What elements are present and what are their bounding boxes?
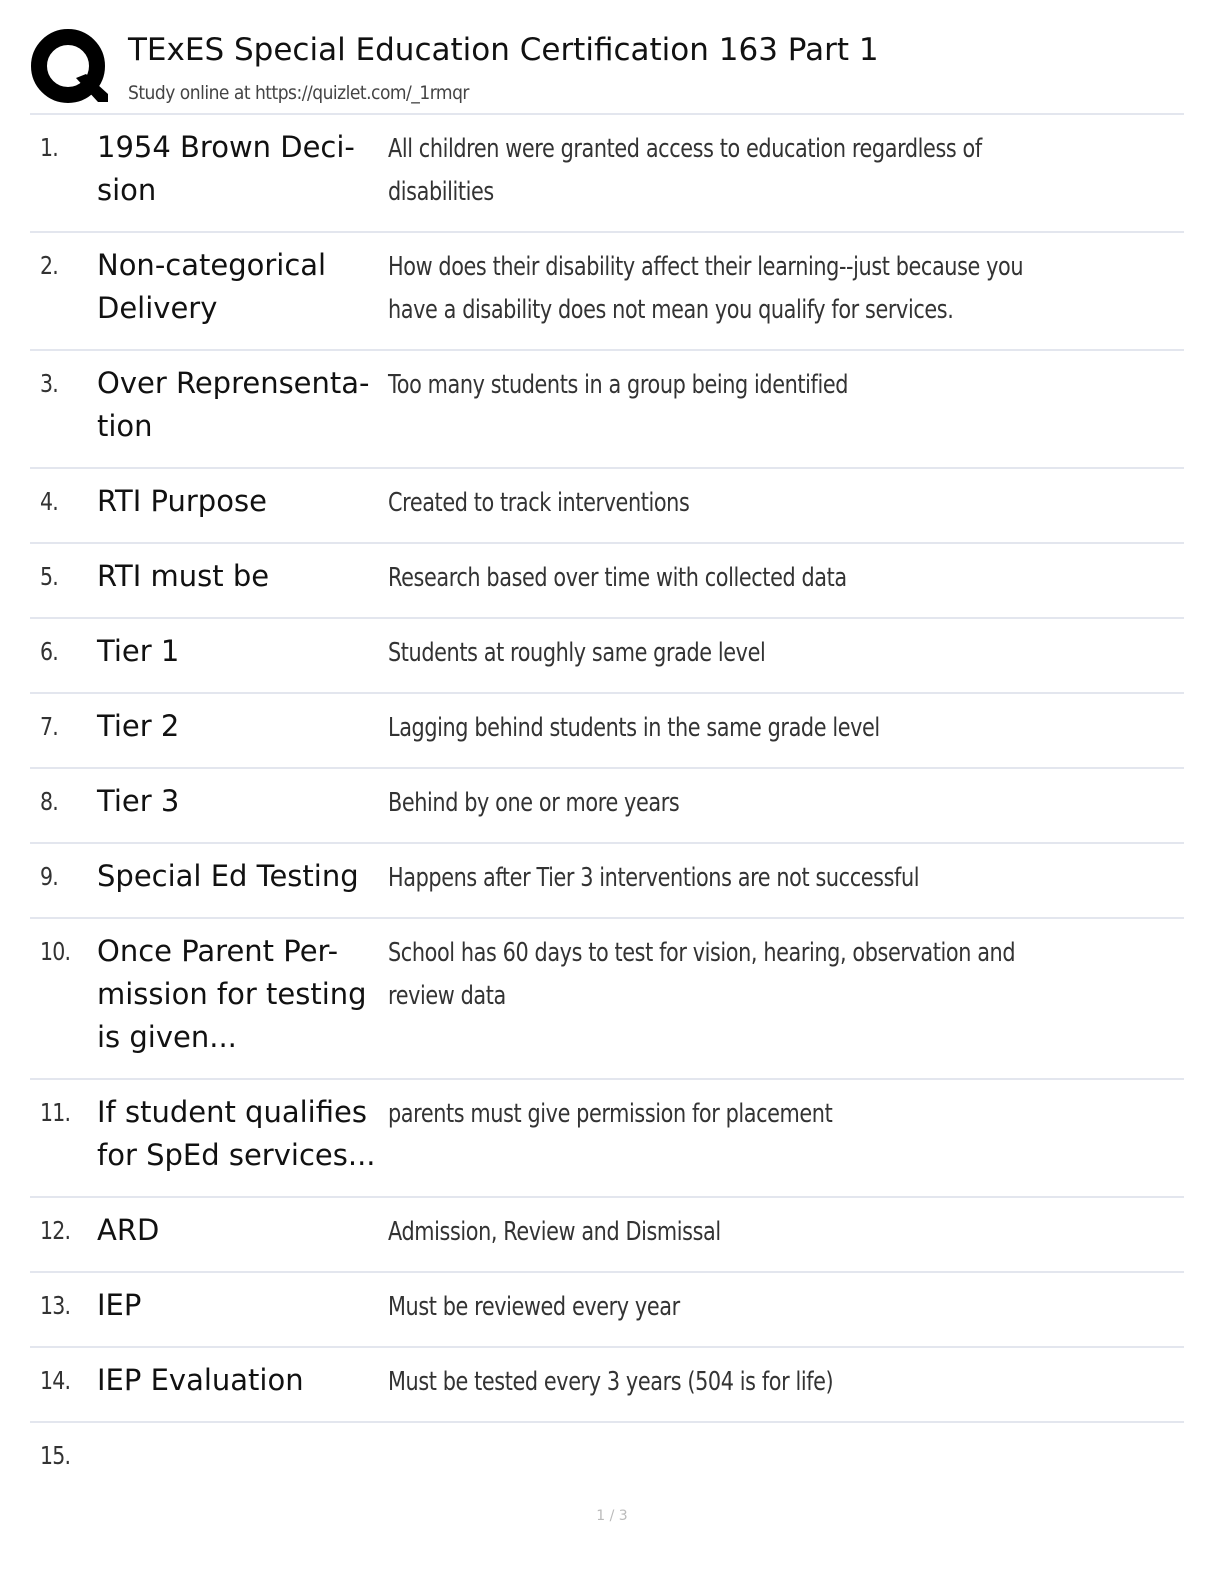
row-number: 5.	[40, 562, 58, 591]
term: ARD	[97, 1213, 160, 1247]
row-number: 14.	[40, 1366, 71, 1395]
term: Once Parent Per- mission for testing is given...	[97, 934, 367, 1054]
definition: Created to track interventions	[388, 488, 690, 518]
study-link[interactable]: Study online at https://quizlet.com/_1rmqr	[128, 82, 469, 104]
term: Tier 2	[97, 709, 180, 743]
term: If student qualifies for SpEd services...	[97, 1095, 376, 1172]
term: RTI Purpose	[97, 484, 267, 518]
term: Non-categorical Delivery	[97, 248, 327, 325]
row-number: 2.	[40, 251, 58, 280]
table-row	[30, 919, 1184, 1080]
term: RTI must be	[97, 559, 270, 593]
table-row	[30, 469, 1184, 544]
term: Special Ed Testing	[97, 859, 359, 893]
definition: Students at roughly same grade level	[388, 638, 766, 668]
row-number: 12.	[40, 1216, 71, 1245]
row-number: 1.	[40, 133, 58, 162]
row-number: 8.	[40, 787, 58, 816]
row-number: 4.	[40, 487, 58, 516]
table-row	[30, 544, 1184, 619]
table-row	[30, 844, 1184, 919]
table-row	[30, 1348, 1184, 1423]
definition: School has 60 days to test for vision, hearing, observation and review data	[388, 938, 1016, 1011]
table-row	[30, 233, 1184, 351]
term: IEP	[97, 1288, 142, 1322]
page-header	[30, 28, 1190, 112]
definition: Happens after Tier 3 interventions are not successful	[388, 863, 920, 893]
row-number: 3.	[40, 369, 58, 398]
definition: Must be reviewed every year	[388, 1292, 680, 1322]
row-number: 10.	[40, 937, 71, 966]
definition: Research based over time with collected data	[388, 563, 847, 593]
row-number: 15.	[40, 1441, 71, 1470]
row-number: 6.	[40, 637, 58, 666]
quizlet-logo-icon	[30, 28, 110, 108]
row-number: 11.	[40, 1098, 71, 1127]
definition: How does their disability affect their learning--just because you have a disability does not mean you qualify for services.	[388, 252, 1024, 325]
table-row	[30, 769, 1184, 844]
definition: Must be tested every 3 years (504 is for life)	[388, 1367, 834, 1397]
page-title: TExES Special Education Certification 163 Part 1	[128, 32, 879, 68]
definition: All children were granted access to education regardless of disabilities	[388, 134, 982, 207]
flashcard-table	[30, 113, 1184, 1498]
term: IEP Evaluation	[97, 1363, 304, 1397]
table-row	[30, 115, 1184, 233]
definition: Admission, Review and Dismissal	[388, 1217, 721, 1247]
table-row	[30, 351, 1184, 469]
definition: Behind by one or more years	[388, 788, 680, 818]
table-row	[30, 694, 1184, 769]
row-number: 13.	[40, 1291, 71, 1320]
definition: parents must give permission for placement	[388, 1099, 833, 1129]
page-number: 1 / 3	[596, 1508, 628, 1524]
table-row	[30, 1198, 1184, 1273]
row-number: 7.	[40, 712, 58, 741]
table-row	[30, 1273, 1184, 1348]
term: Tier 1	[97, 634, 180, 668]
term: Over Reprensenta- tion	[97, 366, 370, 443]
row-number: 9.	[40, 862, 58, 891]
table-row	[30, 1423, 1184, 1498]
term: 1954 Brown Deci- sion	[97, 130, 355, 207]
definition: Too many students in a group being identified	[388, 370, 849, 400]
definition: Lagging behind students in the same grade level	[388, 713, 880, 743]
table-row	[30, 619, 1184, 694]
table-row	[30, 1080, 1184, 1198]
term: Tier 3	[97, 784, 180, 818]
